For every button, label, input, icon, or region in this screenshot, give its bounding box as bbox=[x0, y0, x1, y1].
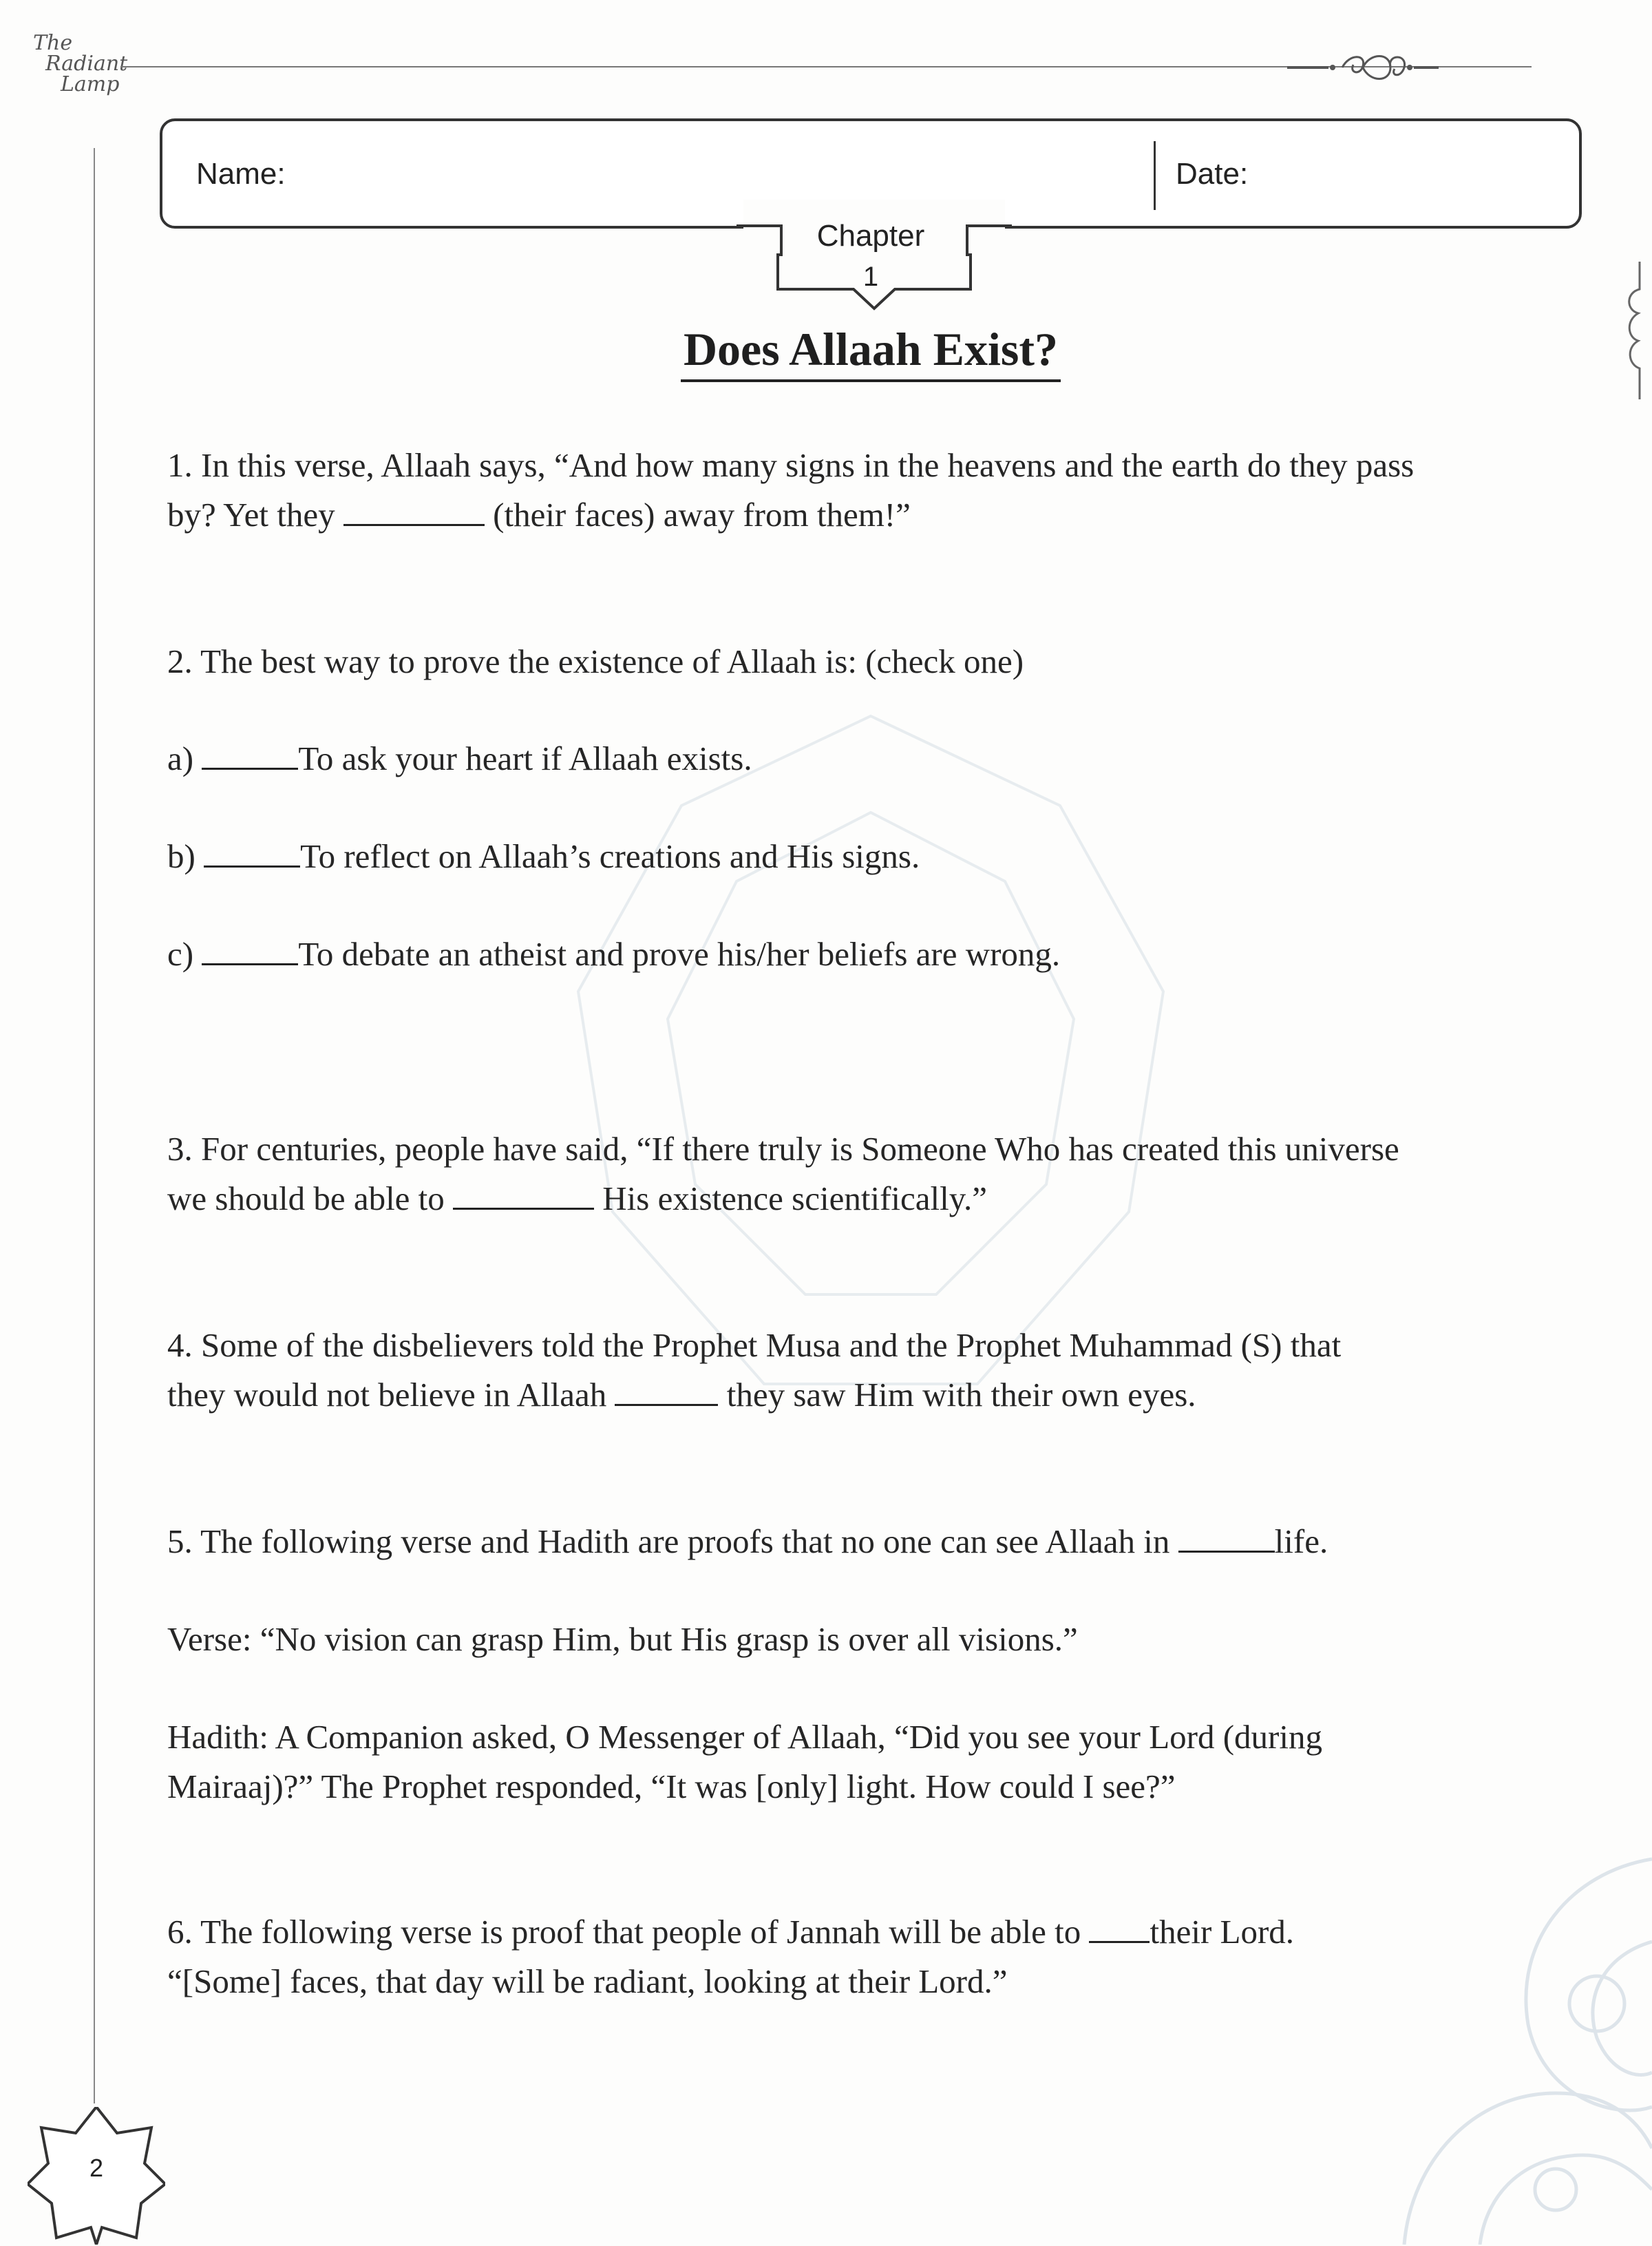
question-4-line-1: 4. Some of the disbelievers told the Prophet Musa and the Prophet Muhammad (S) that bbox=[167, 1326, 1342, 1364]
option-a: a) To ask your heart if Allaah exists. bbox=[167, 734, 752, 784]
side-ornament-icon bbox=[1619, 262, 1646, 399]
question-1-line-2: by? Yet they (their faces) away from them!” bbox=[167, 490, 1578, 540]
question-4-line-2: they would not believe in Allaah they saw Him with their own eyes. bbox=[167, 1370, 1578, 1420]
verse-text: Verse: “No vision can grasp Him, but His grasp is over all visions.” bbox=[167, 1620, 1078, 1658]
page-number: 2 bbox=[89, 2154, 104, 2182]
chapter-number: 1 bbox=[862, 262, 879, 292]
answer-blank[interactable] bbox=[1178, 1519, 1275, 1553]
hadith-line-2: Mairaaj)?” The Prophet responded, “It was [only] light. How could I see?” bbox=[167, 1767, 1176, 1805]
margin-rule bbox=[94, 148, 95, 2103]
name-label: Name: bbox=[196, 157, 286, 191]
hadith-line-1: Hadith: A Companion asked, O Messenger of Allaah, “Did you see your Lord (during bbox=[167, 1718, 1322, 1756]
question-5: 5. The following verse and Hadith are proofs that no one can see Allaah in life. bbox=[167, 1517, 1578, 1566]
option-b: b) To reflect on Allaah’s creations and His signs. bbox=[167, 832, 920, 881]
floral-watermark-icon bbox=[1308, 1832, 1652, 2245]
question-3-line-1: 3. For centuries, people have said, “If there truly is Someone Who has created this universe bbox=[167, 1130, 1399, 1168]
question-1-line-1: 1. In this verse, Allaah says, “And how many signs in the heavens and the earth do they pass bbox=[167, 446, 1415, 484]
page-title-text: Does Allaah Exist? bbox=[681, 323, 1061, 382]
scroll-ornament-icon bbox=[1287, 48, 1439, 87]
page-title bbox=[413, 322, 1328, 377]
answer-blank[interactable] bbox=[1089, 1909, 1150, 1943]
answer-blank[interactable] bbox=[615, 1372, 718, 1406]
checkbox-blank-c[interactable] bbox=[202, 932, 298, 965]
option-c: c) To debate an atheist and prove his/her beliefs are wrong. bbox=[167, 930, 1060, 979]
question-2: 2. The best way to prove the existence of Allaah is: (check one) bbox=[167, 642, 1024, 680]
chapter-label: Chapter bbox=[816, 219, 925, 253]
publisher-logo: The Radiant Lamp bbox=[33, 31, 128, 96]
checkbox-blank-b[interactable] bbox=[204, 834, 300, 868]
answer-blank[interactable] bbox=[343, 492, 485, 526]
checkbox-blank-a[interactable] bbox=[202, 736, 298, 770]
answer-blank[interactable] bbox=[453, 1176, 594, 1210]
question-6-verse: “[Some] faces, that day will be radiant, looking at their Lord.” bbox=[167, 1962, 1008, 2000]
question-6: 6. The following verse is proof that people of Jannah will be able to their Lord. bbox=[167, 1907, 1578, 1957]
question-3-line-2: we should be able to His existence scientifically.” bbox=[167, 1174, 1578, 1224]
date-label: Date: bbox=[1176, 157, 1249, 191]
name-date-divider bbox=[1154, 141, 1156, 210]
